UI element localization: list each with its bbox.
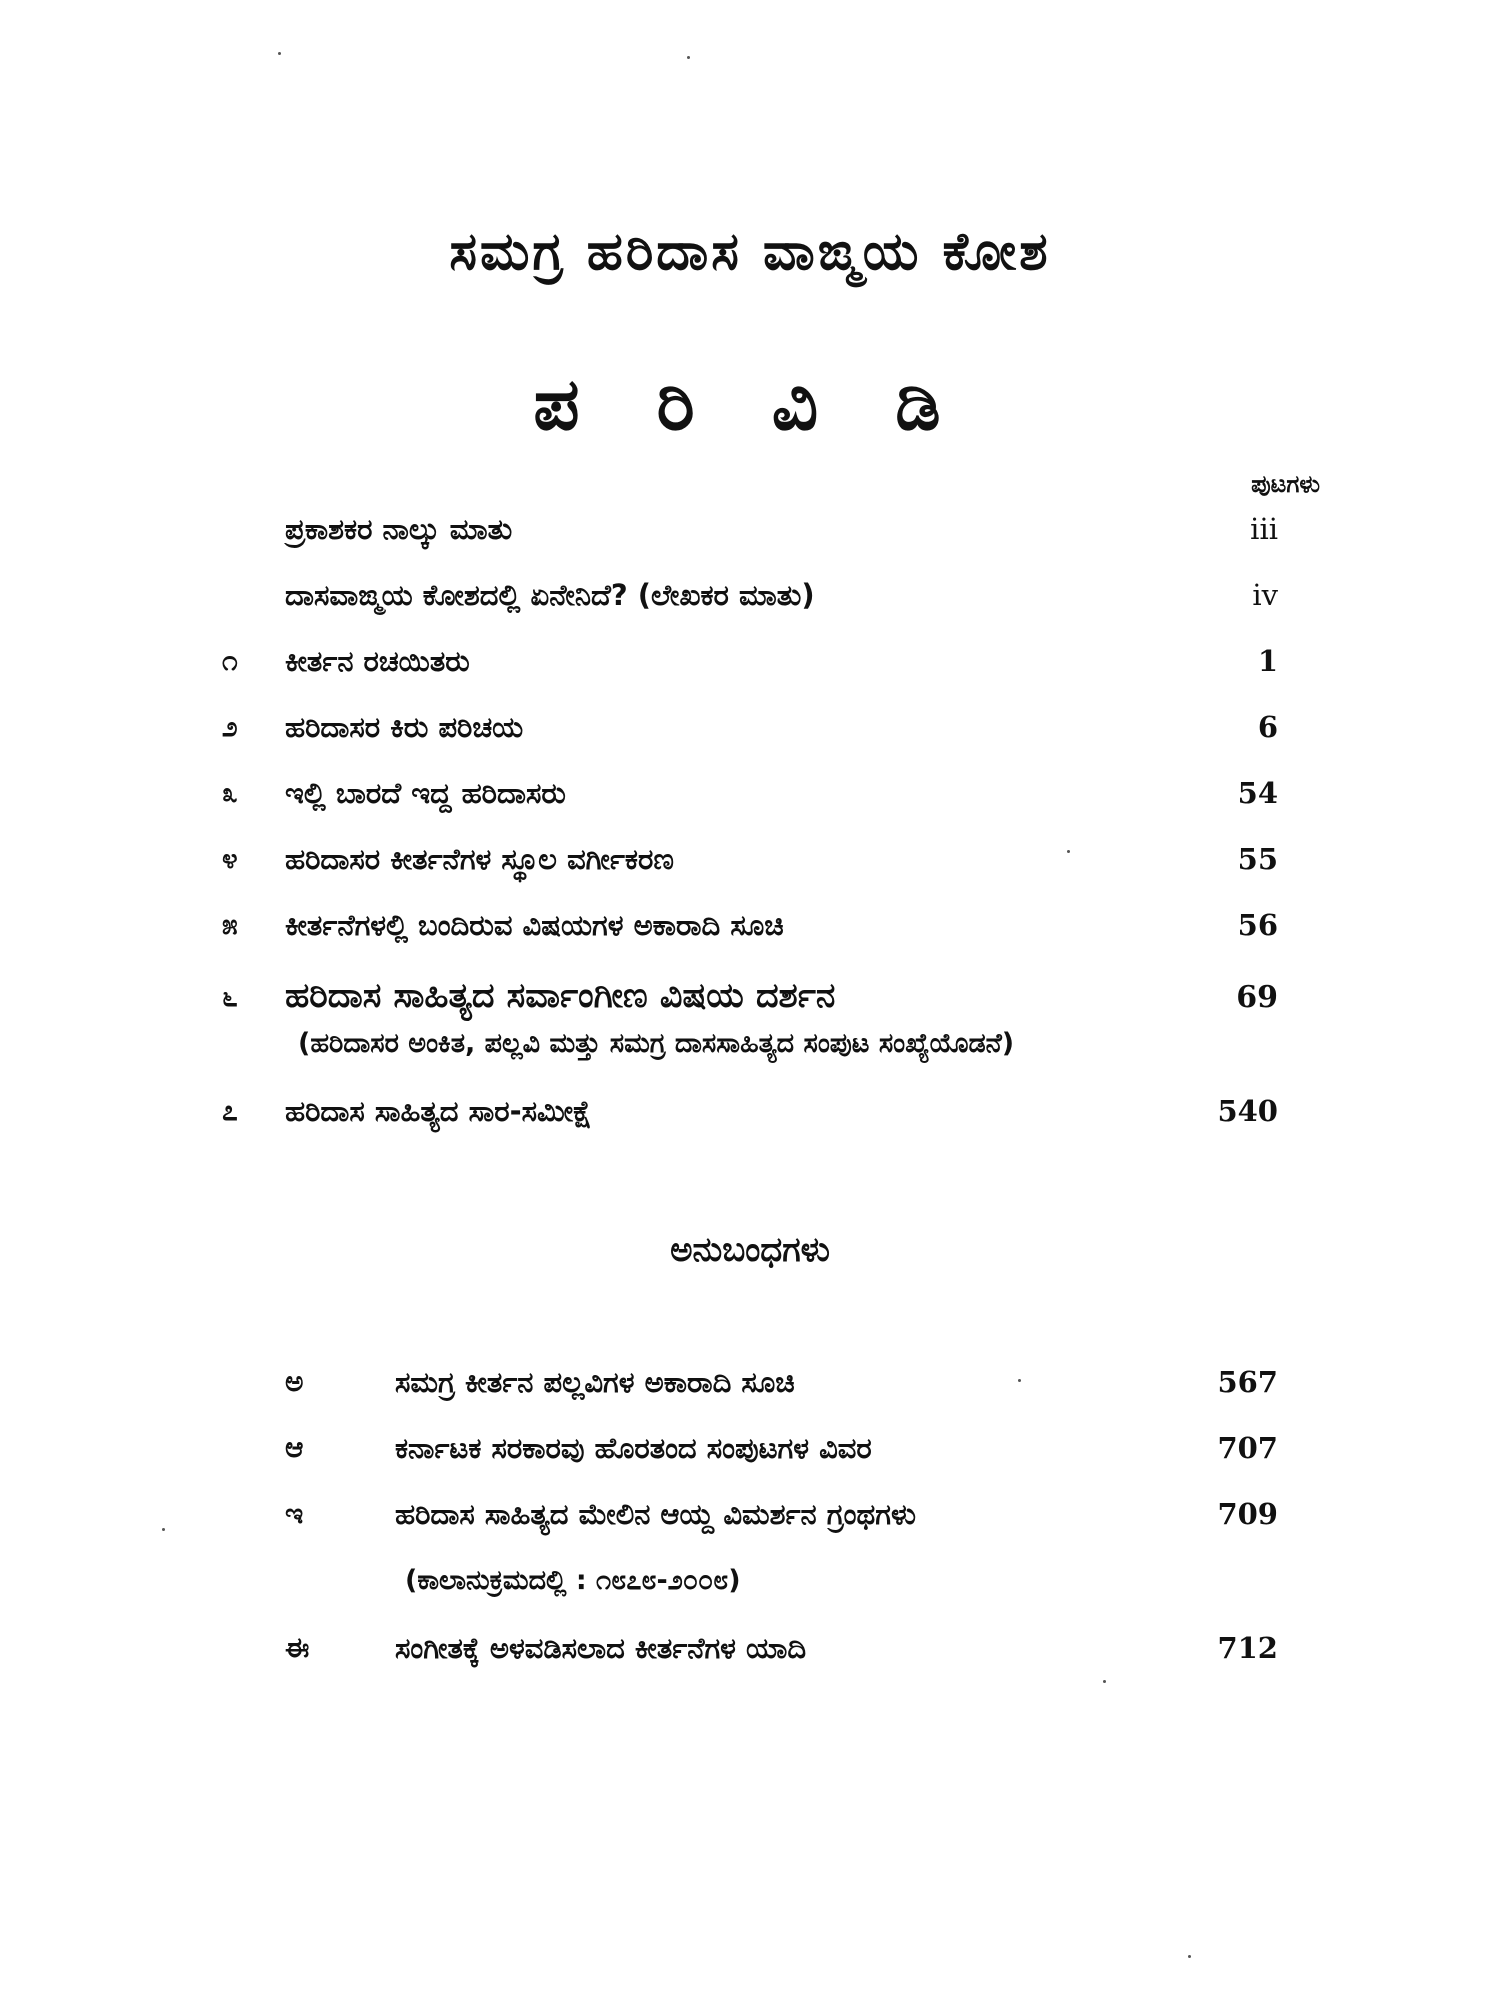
toc-label: ಕೀರ್ತನೆಗಳಲ್ಲಿ ಬಂದಿರುವ ವಿಷಯಗಳ ಅಕಾರಾದಿ ಸೂಚಿ	[285, 908, 784, 942]
toc-page: 55	[1237, 842, 1278, 876]
toc-number: ೩	[222, 776, 238, 809]
appendix-letter: ಇ	[285, 1497, 304, 1530]
toc-label: ಇಲ್ಲಿ ಬಾರದೆ ಇದ್ದ ಹರಿದಾಸರು	[285, 776, 566, 810]
appendix-subnote: (ಕಾಲಾನುಕ್ರಮದಲ್ಲಿ : ೧೮೭೮-೨೦೦೮)	[405, 1565, 741, 1596]
toc-number: ೬	[222, 980, 238, 1013]
pages-column-header: ಪುಟಗಳು	[1251, 470, 1320, 498]
toc-number: ೨	[222, 710, 238, 743]
appendix-label: ಸಮಗ್ರ ಕೀರ್ತನ ಪಲ್ಲವಿಗಳ ಅಕಾರಾದಿ ಸೂಚಿ	[395, 1365, 795, 1399]
appendix-page: 712	[1217, 1631, 1278, 1665]
appendix-heading: ಅನುಬಂಧಗಳು	[670, 1230, 830, 1270]
scan-speck	[162, 1528, 165, 1531]
toc-page: iv	[1252, 578, 1278, 612]
toc-row	[0, 776, 1500, 826]
toc-label: ಪ್ರಕಾಶಕರ ನಾಲ್ಕು ಮಾತು	[285, 512, 513, 546]
toc-row	[0, 842, 1500, 892]
section-title: ಪ ರಿ ವಿ ಡಿ	[533, 362, 967, 446]
toc-label: ಹರಿದಾಸರ ಕಿರು ಪರಿಚಯ	[285, 710, 524, 744]
toc-page: 54	[1237, 776, 1278, 810]
toc-label: ದಾಸವಾಙ್ಮಯ ಕೋಶದಲ್ಲಿ ಏನೇನಿದೆ? (ಲೇಖಕರ ಮಾತು)	[285, 578, 815, 612]
toc-number: ೪	[222, 842, 238, 875]
scan-speck	[278, 52, 281, 55]
appendix-row	[0, 1365, 1500, 1415]
toc-page: 6	[1257, 710, 1278, 744]
toc-label: ಹರಿದಾಸರ ಕೀರ್ತನೆಗಳ ಸ್ಥೂಲ ವರ್ಗೀಕರಣ	[285, 842, 674, 876]
appendix-letter: ಅ	[285, 1365, 304, 1398]
appendix-letter: ಆ	[285, 1431, 304, 1464]
toc-number: ೧	[222, 644, 238, 677]
toc-row	[0, 710, 1500, 760]
toc-label: ಹರಿದಾಸ ಸಾಹಿತ್ಯದ ಸಾರ-ಸಮೀಕ್ಷೆ	[285, 1094, 592, 1128]
toc-number: ೫	[222, 908, 238, 941]
toc-row	[0, 644, 1500, 694]
toc-row	[0, 1094, 1500, 1144]
toc-subnote: (ಹರಿದಾಸರ ಅಂಕಿತ, ಪಲ್ಲವಿ ಮತ್ತು ಸಮಗ್ರ ದಾಸಸಾಹಿತ್ಯದ ಸಂಪುಟ ಸಂಖ್ಯೆಯೊಡನೆ)	[298, 1028, 1015, 1059]
appendix-row	[0, 1631, 1500, 1681]
appendix-label: ಕರ್ನಾಟಕ ಸರಕಾರವು ಹೊರತಂದ ಸಂಪುಟಗಳ ವಿವರ	[395, 1431, 872, 1465]
toc-page: 1	[1257, 644, 1278, 678]
appendix-page: 709	[1217, 1497, 1278, 1531]
toc-row	[0, 908, 1500, 958]
scan-speck	[1103, 1680, 1106, 1683]
toc-row	[0, 578, 1500, 628]
toc-page: iii	[1250, 512, 1278, 546]
toc-label: ಹರಿದಾಸ ಸಾಹಿತ್ಯದ ಸರ್ವಾಂಗೀಣ ವಿಷಯ ದರ್ಶನ	[285, 976, 836, 1016]
appendix-row	[0, 1431, 1500, 1481]
appendix-label: ಸಂಗೀತಕ್ಕೆ ಅಳವಡಿಸಲಾದ ಕೀರ್ತನೆಗಳ ಯಾದಿ	[395, 1631, 807, 1665]
scan-speck	[1188, 1955, 1191, 1958]
toc-number: ೭	[222, 1094, 238, 1127]
toc-label: ಕೀರ್ತನ ರಚಯಿತರು	[285, 644, 470, 678]
toc-page: 56	[1237, 908, 1278, 942]
appendix-label: ಹರಿದಾಸ ಸಾಹಿತ್ಯದ ಮೇಲಿನ ಆಯ್ದ ವಿಮರ್ಶನ ಗ್ರಂಥಗಳು	[395, 1497, 916, 1531]
toc-row	[0, 512, 1500, 562]
appendix-letter: ಈ	[285, 1631, 310, 1664]
scan-speck	[1018, 1379, 1021, 1382]
appendix-row	[0, 1497, 1500, 1547]
toc-row	[0, 976, 1500, 1026]
scan-speck	[1067, 850, 1070, 853]
book-title: ಸಮಗ್ರ ಹರಿದಾಸ ವಾಙ್ಮಯ ಕೋಶ	[449, 222, 1051, 282]
appendix-page: 707	[1217, 1431, 1278, 1465]
toc-page: 69	[1236, 980, 1278, 1015]
scan-speck	[687, 56, 690, 59]
toc-page: 540	[1217, 1094, 1278, 1128]
appendix-page: 567	[1217, 1365, 1278, 1399]
